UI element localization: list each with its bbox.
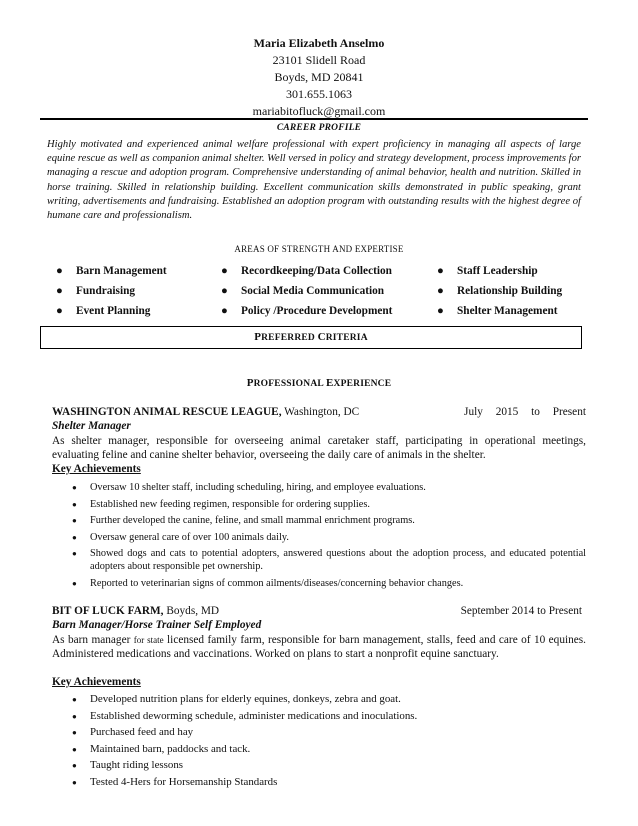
employer-location: Washington, DC (281, 406, 360, 418)
job-role: Shelter Manager (52, 420, 131, 432)
skill-item: ● Staff Leadership (437, 265, 538, 277)
list-item: ● Oversaw 10 shelter staff, including scheduling, hiring, and employee evaluations. (72, 481, 586, 494)
job-role: Barn Manager/Horse Trainer Self Employed (52, 619, 262, 631)
skill-item: ● Barn Management (56, 265, 167, 277)
skill-item: ● Recordkeeping/Data Collection (221, 265, 392, 277)
email-address: mariabitofluck@gmail.com (252, 104, 386, 118)
skill-item: ● Social Media Communication (221, 285, 385, 297)
achievements-list (72, 693, 586, 792)
list-item: ● Established new feeding regimen, responsible for ordering supplies. (72, 498, 586, 511)
list-item: ● Taught riding lessons (72, 759, 586, 772)
job-heading (52, 406, 586, 418)
phone-number: 301.655.1063 (286, 87, 352, 101)
areas-title: AREAS OF STRENGTH AND EXPERTISE (234, 244, 404, 254)
skill-item: ● Shelter Management (437, 305, 558, 317)
employer-name: BIT OF LUCK FARM, (52, 605, 164, 617)
list-item: ● Oversaw general care of over 100 animals daily. (72, 531, 586, 544)
key-achievements-label: Key Achievements (52, 463, 141, 475)
professional-experience-title: PROFESSIONAL EXPERIENCE (246, 377, 392, 389)
preferred-criteria-box (40, 326, 582, 349)
job-description: As barn manager for state licensed family farm, responsible for barn management, stalls, feed and care of 10 equines. Administered medications and vaccinations. Worked on plans to start a nonprofit equine sanctuary. (52, 634, 586, 661)
list-item: ● Reported to veterinarian signs of common ailments/diseases/concerning behavior changes. (72, 577, 586, 590)
employer-name: WASHINGTON ANIMAL RESCUE LEAGUE, (52, 406, 282, 418)
skill-item: ● Event Planning (56, 305, 151, 317)
contact-header (0, 35, 638, 120)
list-item: ● Established deworming schedule, administer medications and inoculations. (72, 710, 586, 723)
applicant-name: Maria Elizabeth Anselmo (253, 36, 385, 50)
achievements-list (72, 481, 586, 593)
list-item: ● Further developed the canine, feline, and small mammal enrichment programs. (72, 514, 586, 527)
skill-item: ● Policy /Procedure Development (221, 305, 393, 317)
address-line-2: Boyds, MD 20841 (274, 70, 364, 84)
employer-location: Boyds, MD (163, 605, 220, 617)
list-item: ● Developed nutrition plans for elderly equines, donkeys, zebra and goat. (72, 693, 586, 706)
address-line-1: 23101 Slidell Road (272, 53, 366, 67)
job-heading (52, 605, 586, 617)
list-item: ● Showed dogs and cats to potential adopters, answered questions about the adoption process, and educated potential adopters about responsible pet ownership. (72, 547, 586, 574)
career-profile-text: Highly motivated and experienced animal welfare professional with expert proficiency in managing all aspects of large equine rescue as well as companion animal shelter. Well versed in policy and strategy development, process improvements for managing a rescue and adoption program. Comprehensive understanding of animal behavior, health and nutrition. Skilled in horse training. Skilled in relationship building. Excellent communication skills demonstrated in public speaking, grant writing, advertisements and fundraising. Established an adoption program with outstanding results with the highest degree of humane care and professionalism. (47, 139, 581, 222)
skill-item: ● Relationship Building (437, 285, 563, 297)
header-divider (40, 118, 588, 120)
list-item: ● Tested 4-Hers for Horsemanship Standards (72, 776, 586, 789)
preferred-criteria-title: PREFERRED CRITERIA (254, 331, 368, 343)
employment-dates: July 2015 to Present (464, 406, 586, 418)
employment-dates: September 2014 to Present (460, 605, 582, 617)
key-achievements-label: Key Achievements (52, 676, 141, 688)
career-profile-title: CAREER PROFILE (276, 123, 362, 133)
skill-item: ● Fundraising (56, 285, 136, 297)
list-item: ● Maintained barn, paddocks and tack. (72, 743, 586, 756)
list-item: ● Purchased feed and hay (72, 726, 586, 739)
job-description: As shelter manager, responsible for overseeing animal caretaker staff, participating in operational meetings, evaluating feline and canine shelter behavior, overseeing the daily care of animals in the shelter. (52, 435, 586, 462)
